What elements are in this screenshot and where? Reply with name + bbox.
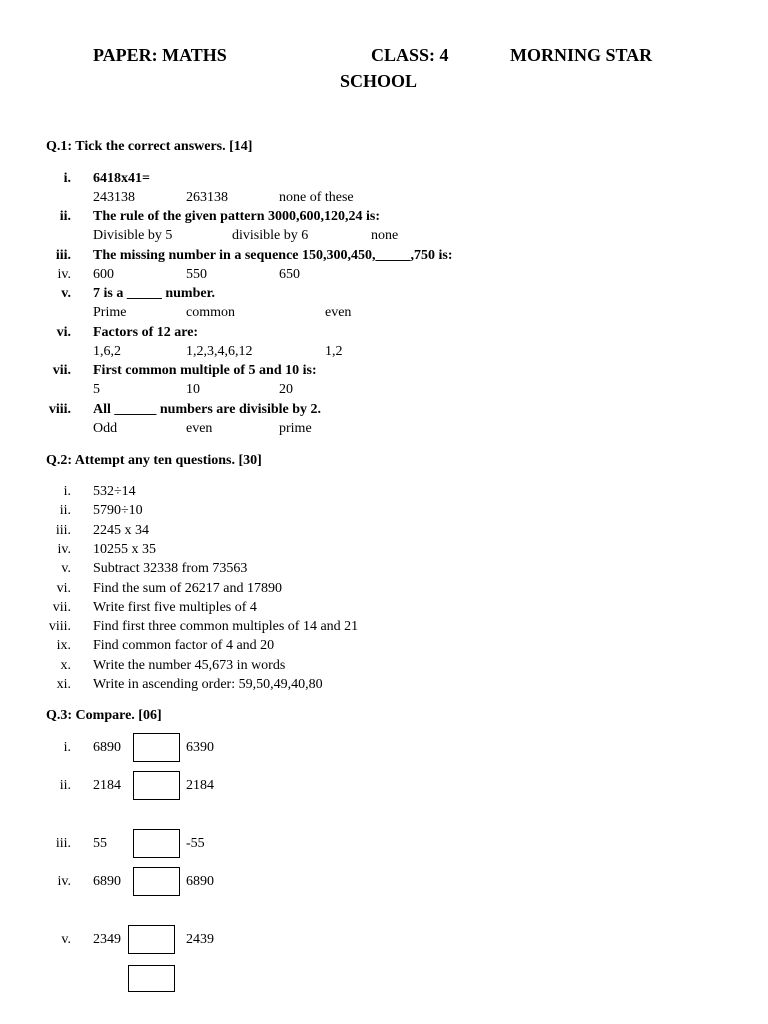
q1-option[interactable]: 10 xyxy=(186,382,200,397)
q2-item-number: iv. xyxy=(57,542,71,557)
q1-item-number: iii. xyxy=(55,248,71,263)
q2-item-number: ii. xyxy=(59,503,71,518)
compare-item-number: ii. xyxy=(59,778,71,793)
q1-item-number: viii. xyxy=(48,402,71,417)
class-label: CLASS: 4 xyxy=(371,45,449,65)
q1-question: All ______ numbers are divisible by 2. xyxy=(93,402,322,417)
q1-item-number: iv. xyxy=(57,267,71,282)
compare-right-value: 2439 xyxy=(186,932,214,947)
compare-right-value: -55 xyxy=(186,836,205,851)
compare-right-value: 6890 xyxy=(186,874,214,889)
q2-item-text: 10255 x 35 xyxy=(93,542,156,557)
q2-item-text: 2245 x 34 xyxy=(93,523,149,538)
q1-item-number: vii. xyxy=(52,363,71,378)
q2-item-text: Find common factor of 4 and 20 xyxy=(93,638,275,653)
school-name-line2: SCHOOL xyxy=(340,71,418,91)
q1-option[interactable]: 263138 xyxy=(186,190,228,205)
q1-option[interactable]: Odd xyxy=(93,421,118,436)
q1-option[interactable]: 20 xyxy=(279,382,293,397)
q1-option[interactable]: even xyxy=(325,305,352,320)
q2-item-text: Write first five multiples of 4 xyxy=(93,600,257,615)
q1-option[interactable]: common xyxy=(186,305,235,320)
compare-left-value: 55 xyxy=(93,836,107,851)
paper-title: PAPER: MATHS xyxy=(93,45,227,65)
compare-answer-box[interactable] xyxy=(133,867,180,896)
q2-item-number: viii. xyxy=(48,619,71,634)
q1-option[interactable]: 1,2,3,4,6,12 xyxy=(186,344,253,359)
compare-answer-box[interactable] xyxy=(133,771,180,800)
compare-right-value: 6390 xyxy=(186,740,214,755)
q1-question: 6418x41= xyxy=(93,171,150,186)
q1-item-number: vi. xyxy=(56,325,71,340)
q3-heading: Q.3: Compare. [06] xyxy=(46,708,162,723)
q2-item-text: 5790÷10 xyxy=(93,503,143,518)
q1-item-number: v. xyxy=(61,286,71,301)
compare-left-value: 6890 xyxy=(93,874,121,889)
compare-answer-box[interactable] xyxy=(133,733,180,762)
q1-option[interactable]: Divisible by 5 xyxy=(93,228,173,243)
q1-item-number: ii. xyxy=(59,209,71,224)
compare-left-value: 2349 xyxy=(93,932,121,947)
q2-item-number: v. xyxy=(61,561,71,576)
q1-option[interactable]: 600 xyxy=(93,267,114,282)
q1-option[interactable]: none xyxy=(371,228,399,243)
q2-item-text: Find first three common multiples of 14 and 21 xyxy=(93,619,359,634)
compare-answer-box[interactable] xyxy=(128,925,175,954)
compare-right-value: 2184 xyxy=(186,778,214,793)
q1-question: First common multiple of 5 and 10 is: xyxy=(93,363,317,378)
compare-item-number: v. xyxy=(61,932,71,947)
q1-option[interactable]: 5 xyxy=(93,382,100,397)
q1-option[interactable]: 650 xyxy=(279,267,300,282)
q1-option[interactable]: Prime xyxy=(93,305,127,320)
q1-option[interactable]: divisible by 6 xyxy=(232,228,309,243)
q1-option[interactable]: 243138 xyxy=(93,190,135,205)
q2-heading: Q.2: Attempt any ten questions. [30] xyxy=(46,453,262,468)
q2-item-number: xi. xyxy=(56,677,71,692)
q1-question: Factors of 12 are: xyxy=(93,325,199,340)
q1-question: The missing number in a sequence 150,300,450,_____,750 is: xyxy=(93,248,453,263)
q2-item-number: x. xyxy=(60,658,71,673)
compare-left-value: 6890 xyxy=(93,740,121,755)
q2-item-text: Subtract 32338 from 73563 xyxy=(93,561,248,576)
q2-item-text: Find the sum of 26217 and 17890 xyxy=(93,581,282,596)
compare-item-number: iv. xyxy=(57,874,71,889)
q1-heading: Q.1: Tick the correct answers. [14] xyxy=(46,139,253,154)
q1-question: The rule of the given pattern 3000,600,120,24 is: xyxy=(93,209,380,224)
q2-item-number: ix. xyxy=(56,638,71,653)
compare-answer-box[interactable] xyxy=(133,829,180,858)
q2-item-text: 532÷14 xyxy=(93,484,136,499)
q2-item-number: vii. xyxy=(52,600,71,615)
q1-option[interactable]: 1,2 xyxy=(325,344,343,359)
extra-answer-box[interactable] xyxy=(128,965,175,992)
q2-item-number: vi. xyxy=(56,581,71,596)
q1-item-number: i. xyxy=(63,171,71,186)
q2-item-number: i. xyxy=(63,484,71,499)
q1-option[interactable]: prime xyxy=(279,421,312,436)
school-name-line1: MORNING STAR xyxy=(510,45,653,65)
q1-option[interactable]: none of these xyxy=(279,190,354,205)
q2-item-text: Write in ascending order: 59,50,49,40,80 xyxy=(93,677,323,692)
q2-item-text: Write the number 45,673 in words xyxy=(93,658,286,673)
compare-left-value: 2184 xyxy=(93,778,121,793)
q1-option[interactable]: even xyxy=(186,421,213,436)
q1-option[interactable]: 1,6,2 xyxy=(93,344,121,359)
q1-option[interactable]: 550 xyxy=(186,267,207,282)
compare-item-number: i. xyxy=(63,740,71,755)
q1-question: 7 is a _____ number. xyxy=(93,286,216,301)
compare-item-number: iii. xyxy=(55,836,71,851)
q2-item-number: iii. xyxy=(55,523,71,538)
